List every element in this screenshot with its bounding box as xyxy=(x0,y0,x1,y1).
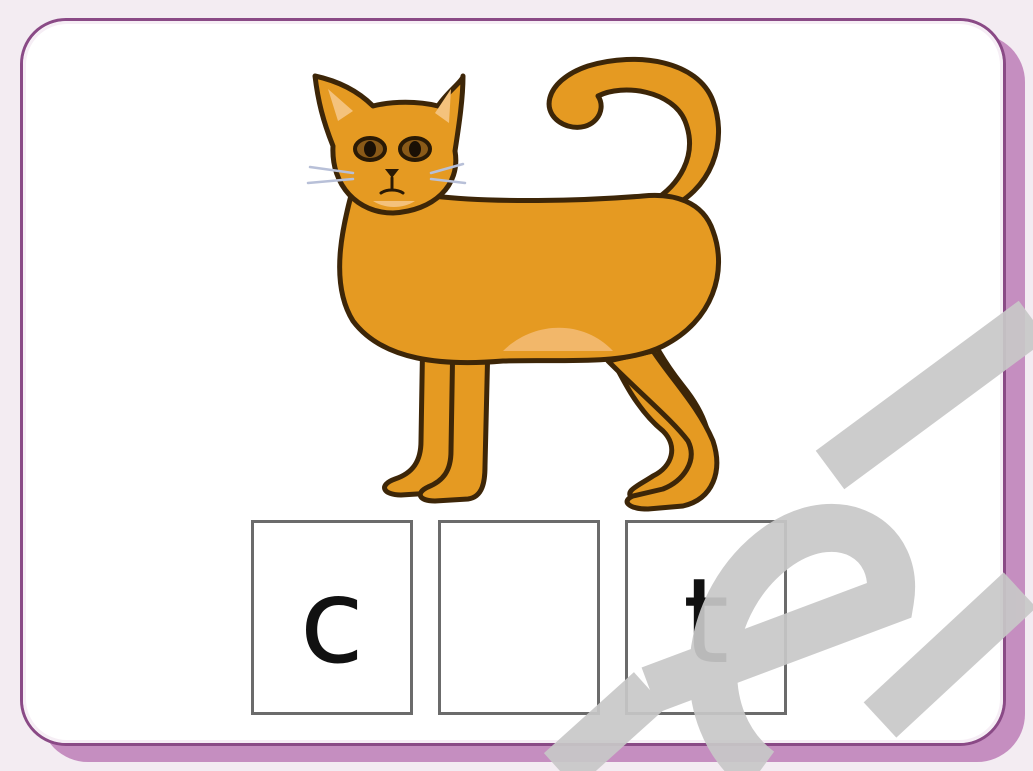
letter-box-1[interactable] xyxy=(251,520,413,715)
letter-box-3[interactable] xyxy=(625,520,787,715)
cat-head xyxy=(315,76,463,213)
cat-tail xyxy=(549,59,718,211)
letter-box-3-text: t xyxy=(682,551,730,690)
letter-box-2-blank[interactable] xyxy=(438,520,600,715)
letter-box-1-text: c xyxy=(299,551,365,690)
word-letter-boxes xyxy=(251,520,791,717)
word-card xyxy=(20,18,1006,746)
